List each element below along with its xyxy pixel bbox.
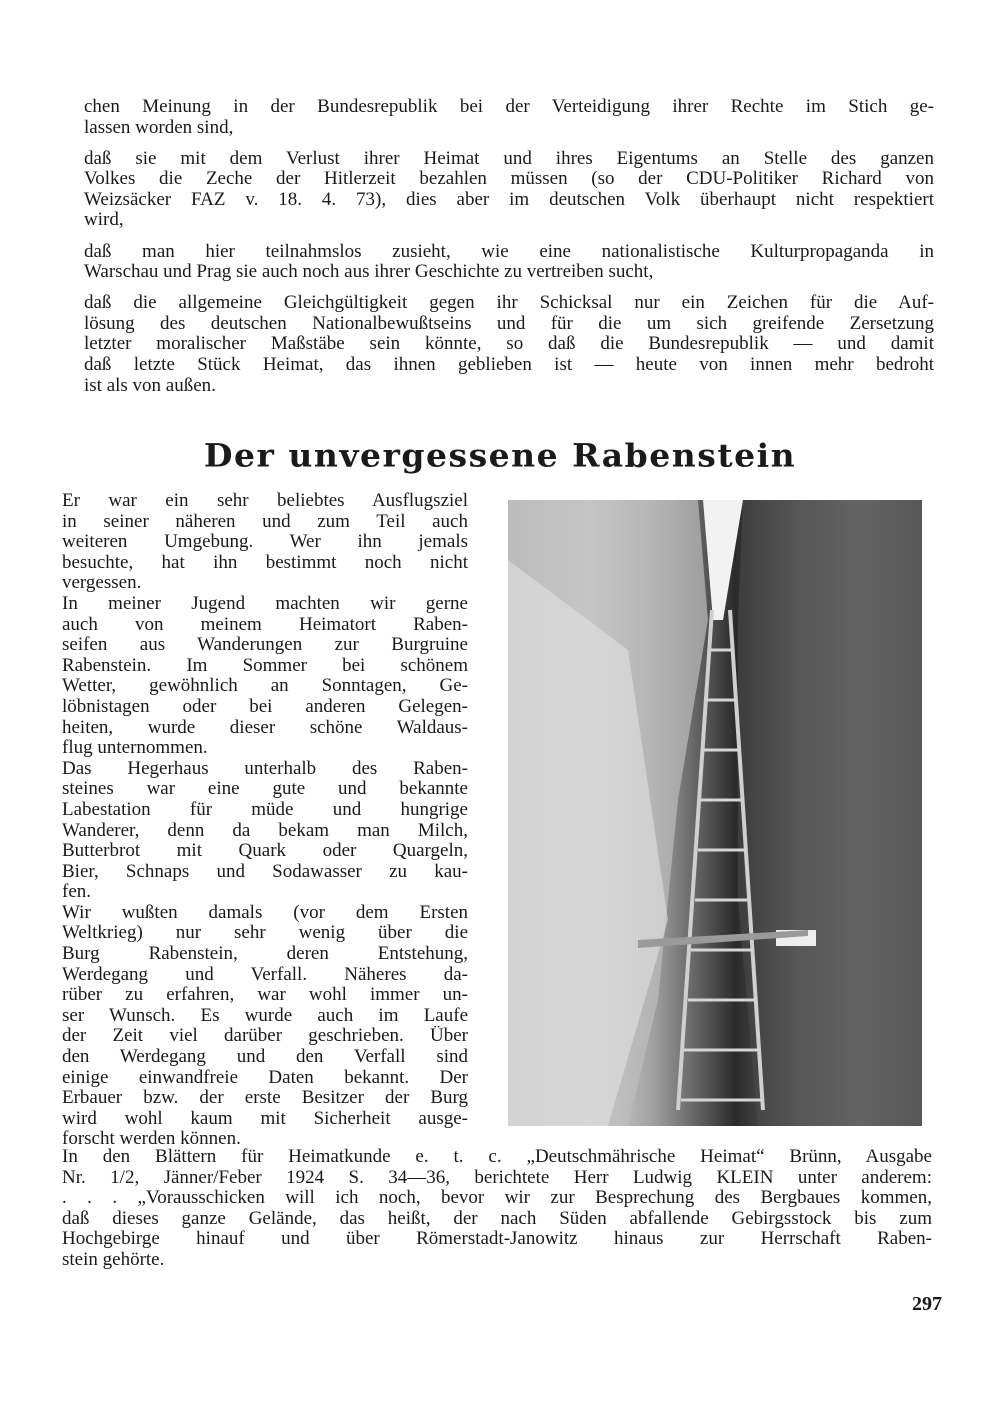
text-line: Das Hegerhaus unterhalb des Raben- <box>62 758 468 779</box>
page-number: 297 <box>912 1293 942 1315</box>
intro-text-block <box>84 97 934 396</box>
text-line: rüber zu erfahren, war wohl immer un- <box>62 985 468 1006</box>
article-left-column <box>62 491 468 1150</box>
text-line: Warschau und Prag sie auch noch aus ihrer Geschichte zu vertreiben sucht, <box>84 262 654 283</box>
text-line: stein gehörte. <box>62 1249 165 1270</box>
article-continuation-text <box>62 1147 932 1271</box>
text-line: einige einwandfreie Daten bekannt. Der <box>62 1067 468 1088</box>
paragraph-gap <box>84 283 934 294</box>
text-line: steines war eine gute und bekannte <box>62 779 468 800</box>
text-line: löbnistagen oder bei anderen Gelegen- <box>62 696 468 717</box>
text-line: daß letzte Stück Heimat, das ihnen geblieben ist — heute von innen mehr bedroht <box>84 355 934 376</box>
text-line: Wanderer, denn da bekam man Milch, <box>62 820 468 841</box>
text-line: forscht werden können. <box>62 1129 241 1150</box>
text-line: chen Meinung in der Bundesrepublik bei der Verteidigung ihrer Rechte im Stich ge- <box>84 97 934 117</box>
text-line: Volkes die Zeche der Hitlerzeit bezahlen müssen (so der CDU-Politiker Richard von <box>84 169 934 190</box>
text-line: flug unternommen. <box>62 738 208 759</box>
text-line: Hochgebirge hinauf und über Römerstadt-Janowitz hinaus zur Herrschaft Raben- <box>62 1229 932 1250</box>
text-line: Nr. 1/2, Jänner/Feber 1924 S. 34—36, berichtete Herr Ludwig KLEIN unter anderem: <box>62 1167 932 1188</box>
text-line: Wetter, gewöhnlich an Sonntagen, Ge- <box>62 676 468 697</box>
text-line: Rabenstein. Im Sommer bei schönem <box>62 655 468 676</box>
text-line: Bier, Schnaps und Sodawasser zu kau- <box>62 861 468 882</box>
text-line: ser Wunsch. Es wurde auch im Laufe <box>62 1005 468 1026</box>
text-line: seifen aus Wanderungen zur Burgruine <box>62 635 468 656</box>
text-line: fen. <box>62 882 92 903</box>
text-line: heiten, wurde dieser schöne Waldaus- <box>62 717 468 738</box>
text-line: Werdegang und Verfall. Näheres da- <box>62 964 468 985</box>
ladder-photo-illustration <box>508 500 922 1126</box>
text-line: . . . „Vorausschicken will ich noch, bevor wir zur Besprechung des Bergbaues kommen, <box>62 1188 932 1209</box>
text-line: Burg Rabenstein, deren Entstehung, <box>62 944 468 965</box>
text-line: lassen worden sind, <box>84 117 234 138</box>
text-line: besuchte, hat ihn bestimmt noch nicht <box>62 552 468 573</box>
text-line: Wir wußten damals (vor dem Ersten <box>62 902 468 923</box>
paragraph-gap <box>84 231 934 242</box>
text-line: daß sie mit dem Verlust ihrer Heimat und ihres Eigentums an Stelle des ganzen <box>84 148 934 169</box>
text-line: letzter moralischer Maßstäbe sein könnte, so daß die Bundesrepublik — und damit <box>84 334 934 355</box>
text-line: ist als von außen. <box>84 375 216 396</box>
text-line: wird wohl kaum mit Sicherheit ausge- <box>62 1108 468 1129</box>
text-line: lösung des deutschen Nationalbewußtseins und für die um sich greifende Zersetzung <box>84 313 934 334</box>
text-line: Erbauer bzw. der erste Besitzer der Burg <box>62 1088 468 1109</box>
photo-ladder-in-rock-gorge <box>508 500 922 1126</box>
text-line: daß man hier teilnahmslos zusieht, wie eine nationalistische Kulturpropaganda in <box>84 241 934 262</box>
text-line: Labestation für müde und hungrige <box>62 799 468 820</box>
text-line: In den Blättern für Heimatkunde e. t. c. „Deutschmährische Heimat“ Brünn, Ausgabe <box>62 1147 932 1167</box>
text-line: Er war ein sehr beliebtes Ausflugsziel <box>62 491 468 511</box>
text-line: vergessen. <box>62 573 142 594</box>
text-line: weiteren Umgebung. Wer ihn jemals <box>62 532 468 553</box>
text-line: Weizsäcker FAZ v. 18. 4. 73), dies aber im deutschen Volk überhaupt nicht respektiert <box>84 189 934 210</box>
text-line: Butterbrot mit Quark oder Quargeln, <box>62 841 468 862</box>
text-line: in seiner näheren und zum Teil auch <box>62 511 468 532</box>
text-line: den Werdegang und den Verfall sind <box>62 1047 468 1068</box>
text-line: Weltkrieg) nur sehr wenig über die <box>62 923 468 944</box>
text-line: auch von meinem Heimatort Raben- <box>62 614 468 635</box>
text-line: wird, <box>84 210 124 231</box>
text-line: der Zeit viel darüber geschrieben. Über <box>62 1026 468 1047</box>
article-heading: Der unvergessene Rabenstein <box>203 436 797 475</box>
text-line: daß dieses ganze Gelände, das heißt, der nach Süden abfallende Gebirgsstock bis zum <box>62 1208 932 1229</box>
paragraph-gap <box>84 138 934 149</box>
text-line: In meiner Jugend machten wir gerne <box>62 593 468 614</box>
text-line: daß die allgemeine Gleichgültigkeit gegen ihr Schicksal nur ein Zeichen für die Auf- <box>84 293 934 314</box>
